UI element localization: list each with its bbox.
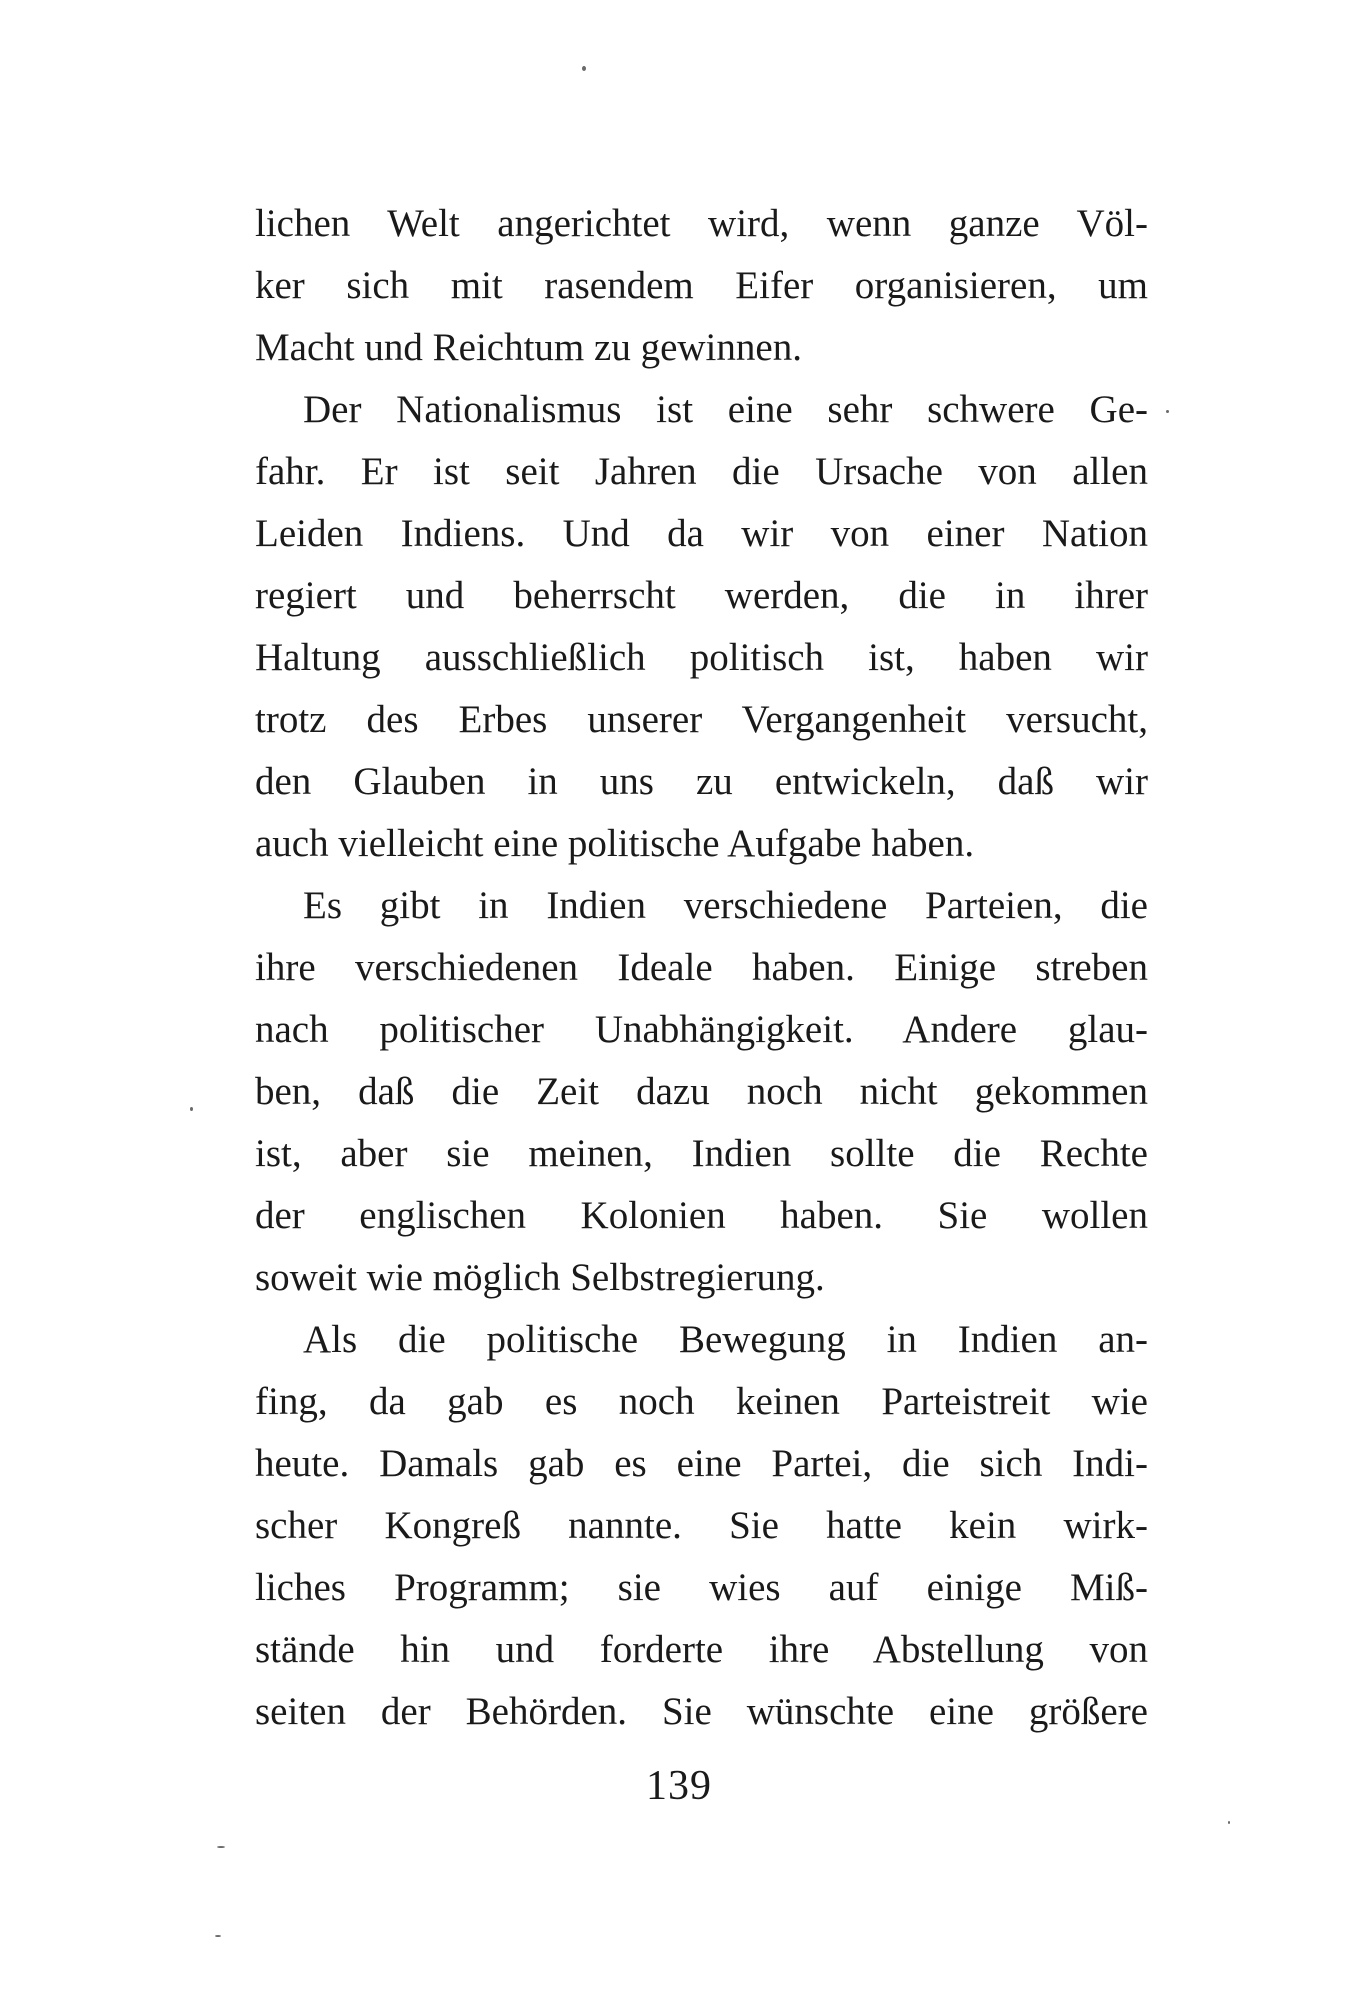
- text-line: ben, daß die Zeit dazu noch nicht gekommen: [255, 1070, 1148, 1113]
- paragraph-first-line: Der Nationalismus ist eine sehr schwere Ge-: [303, 388, 1148, 431]
- text-line: nach politischer Unabhängigkeit. Andere glau-: [255, 1008, 1148, 1051]
- text-line: trotz des Erbes unserer Vergangenheit versucht,: [255, 698, 1148, 741]
- paragraph-first-line: Als die politische Bewegung in Indien an-: [303, 1318, 1148, 1361]
- paragraph-first-line: Es gibt in Indien verschiedene Parteien, die: [303, 884, 1148, 927]
- text-line: Leiden Indiens. Und da wir von einer Nation: [255, 512, 1148, 555]
- text-line: lichen Welt angerichtet wird, wenn ganze Völ-: [255, 202, 1148, 245]
- page-number: 139: [646, 1763, 712, 1809]
- text-line: seiten der Behörden. Sie wünschte eine größere: [255, 1690, 1148, 1733]
- ink-speck: [1228, 1821, 1230, 1824]
- text-line: fahr. Er ist seit Jahren die Ursache von allen: [255, 450, 1148, 493]
- ink-speck: [1166, 410, 1169, 413]
- text-line: heute. Damals gab es eine Partei, die sich Indi-: [255, 1442, 1148, 1485]
- text-line: stände hin und forderte ihre Abstellung von: [255, 1628, 1148, 1671]
- text-line: auch vielleicht eine politische Aufgabe haben.: [255, 822, 975, 865]
- text-line: fing, da gab es noch keinen Parteistreit wie: [255, 1380, 1148, 1423]
- text-line: ker sich mit rasendem Eifer organisieren, um: [255, 264, 1148, 307]
- text-line: ihre verschiedenen Ideale haben. Einige streben: [255, 946, 1148, 989]
- text-line: den Glauben in uns zu entwickeln, daß wir: [255, 760, 1148, 803]
- text-line: liches Programm; sie wies auf einige Miß-: [255, 1566, 1148, 1609]
- ink-speck: [582, 66, 586, 71]
- text-line: der englischen Kolonien haben. Sie wollen: [255, 1194, 1148, 1237]
- text-line: Haltung ausschließlich politisch ist, haben wir: [255, 636, 1148, 679]
- text-line: soweit wie möglich Selbstregierung.: [255, 1256, 825, 1299]
- text-line: Macht und Reichtum zu gewinnen.: [255, 326, 802, 369]
- text-line: regiert und beherrscht werden, die in ihrer: [255, 574, 1148, 617]
- ink-speck: [217, 1846, 225, 1848]
- text-line: scher Kongreß nannte. Sie hatte kein wirk-: [255, 1504, 1148, 1547]
- ink-speck: [190, 1107, 193, 1111]
- ink-speck: [215, 1935, 221, 1937]
- text-line: ist, aber sie meinen, Indien sollte die Rechte: [255, 1132, 1148, 1175]
- body-text: [255, 193, 1148, 1743]
